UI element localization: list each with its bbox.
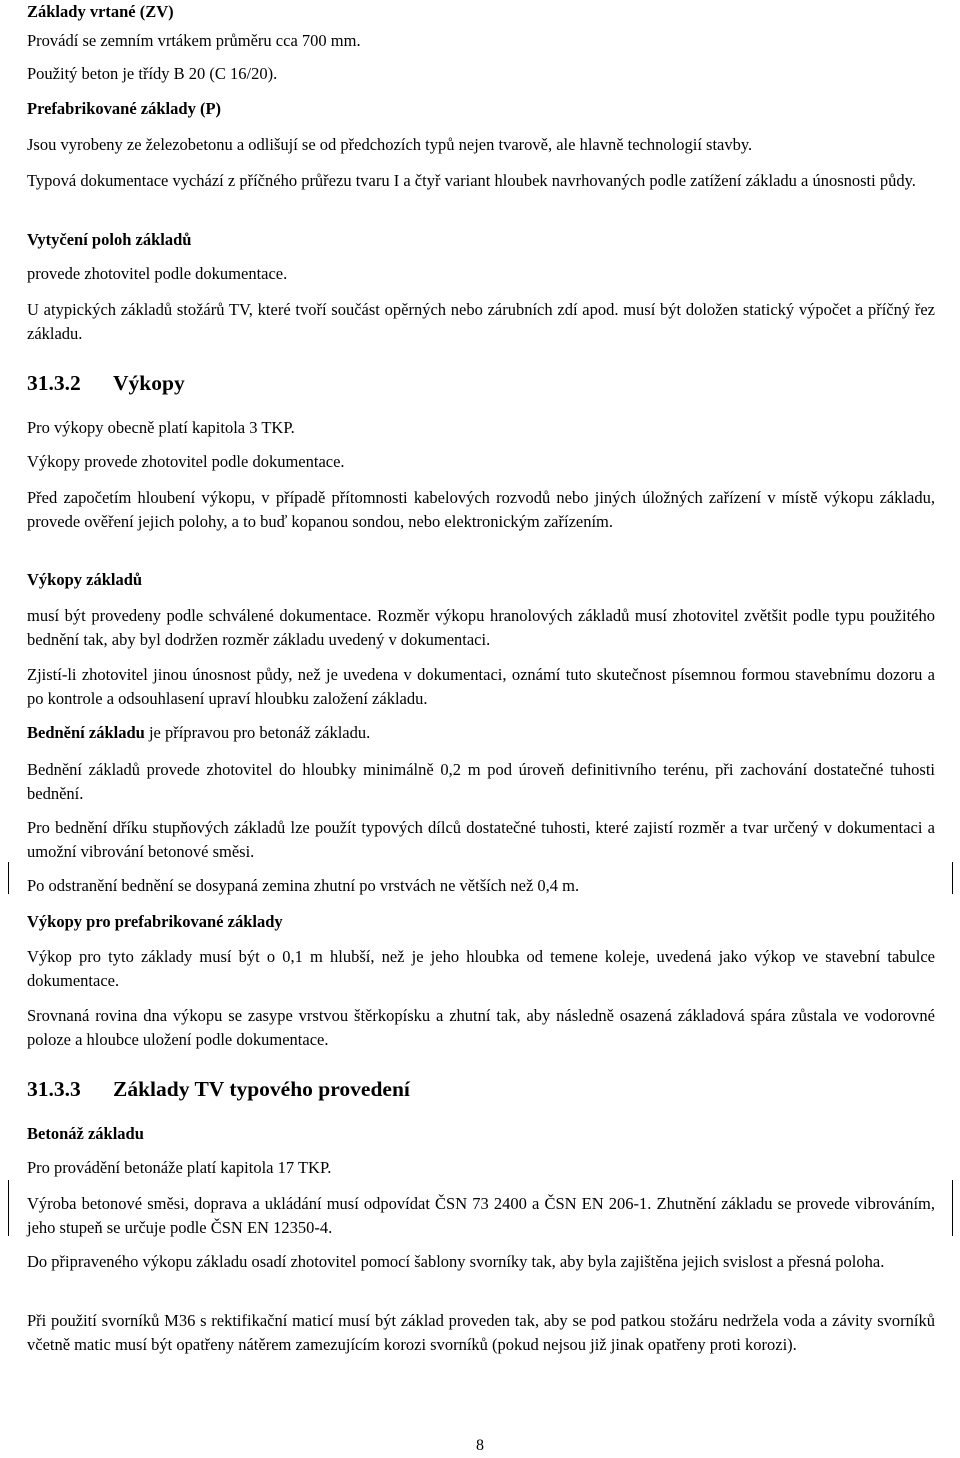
- paragraph: provede zhotovitel podle dokumentace.: [27, 264, 288, 283]
- paragraph: Pro bednění dříku stupňových základů lze použít typových dílců dostatečné tuhosti, které zajistí rozměr a tvar určený v dokumentaci a umožní vibrování betonové směsi.: [27, 818, 935, 861]
- revision-bar: [8, 1180, 9, 1236]
- section-title: Základy TV typového provedení: [113, 1077, 410, 1101]
- paragraph: Srovnaná rovina dna výkopu se zasype vrstvou štěrkopísku a zhutní tak, aby následně osazená základová spára zůstala ve vodorovné poloze a hloubce uložení podle dokumentace.: [27, 1006, 935, 1049]
- section-number: 31.3.2: [27, 371, 81, 395]
- revision-bar: [952, 1180, 953, 1236]
- paragraph: Typová dokumentace vychází z příčného průřezu tvaru I a čtyř variant hloubek navrhovaných podle zatížení základu a únosnosti půdy.: [27, 171, 916, 190]
- paragraph: Výkop pro tyto základy musí být o 0,1 m hlubší, než je jeho hloubka od temene koleje, uvedená jako výkop ve stavební tabulce dokumentace.: [27, 947, 935, 990]
- revision-bar: [952, 862, 953, 894]
- paragraph: Při použití svorníků M36 s rektifikační maticí musí být základ proveden tak, aby se pod patkou stožáru nedržela voda a závity svorníků včetně matic musí být opatřeny nátěrem zamezujícím korozi svorníků (pokud nejsou již jinak opatřeny proti korozi).: [27, 1311, 935, 1354]
- section-heading-zaklady-tv: [27, 1075, 935, 1103]
- bold-term: Bednění základu: [27, 723, 145, 742]
- paragraph-bedneni-zakladu: [27, 721, 935, 745]
- section-number: 31.3.3: [27, 1077, 81, 1101]
- section-heading-vykopy: [27, 369, 935, 397]
- subheading-vykopy-prefabrikovane: Výkopy pro prefabrikované základy: [27, 912, 283, 931]
- subheading-prefabrikovane-zaklady: Prefabrikované základy (P): [27, 99, 222, 118]
- revision-bar: [8, 862, 9, 894]
- paragraph: Provádí se zemním vrtákem průměru cca 700 mm.: [27, 31, 361, 50]
- paragraph: Pro výkopy obecně platí kapitola 3 TKP.: [27, 418, 295, 437]
- page-number: 8: [476, 1437, 484, 1454]
- paragraph: Jsou vyrobeny ze železobetonu a odlišují se od předchozích typů nejen tvarově, ale hlavně technologií stavby.: [27, 135, 753, 154]
- paragraph: Pro provádění betonáže platí kapitola 17 TKP.: [27, 1158, 332, 1177]
- section-title: Výkopy: [113, 371, 185, 395]
- paragraph: Před započetím hloubení výkopu, v případě přítomnosti kabelových rozvodů nebo jiných úložných zařízení v místě výkopu základu, provede ověření jejich polohy, a to buď kopanou sondou, nebo elektronickým zařízením.: [27, 488, 935, 531]
- paragraph: musí být provedeny podle schválené dokumentace. Rozměr výkopu hranolových základů musí zhotovitel zvětšit podle typu použitého bednění tak, aby byl dodržen rozměr základu uvedený v dokumentaci.: [27, 606, 935, 649]
- subheading-vytyceni-poloh: Vytyčení poloh základů: [27, 230, 192, 249]
- paragraph: Do připraveného výkopu základu osadí zhotovitel pomocí šablony svorníky tak, aby byla zajištěna jejich svislost a přesná poloha.: [27, 1252, 885, 1271]
- paragraph: Výkopy provede zhotovitel podle dokumentace.: [27, 452, 345, 471]
- subheading-zaklady-vrtane: Základy vrtané (ZV): [27, 2, 174, 21]
- paragraph: Zjistí-li zhotovitel jinou únosnost půdy, než je uvedena v dokumentaci, oznámí tuto skutečnost písemnou formou stavebnímu dozoru a po kontrole a odsouhlasení upraví hloubku založení základu.: [27, 665, 935, 708]
- paragraph-rest: je přípravou pro betonáž základu.: [144, 723, 371, 742]
- paragraph: Použitý beton je třídy B 20 (C 16/20).: [27, 64, 278, 83]
- paragraph: Po odstranění bednění se dosypaná zemina zhutní po vrstvách ne větších než 0,4 m.: [27, 876, 580, 895]
- paragraph: U atypických základů stožárů TV, které tvoří součást opěrných nebo zárubních zdí apod. musí být doložen statický výpočet a příčný řez základu.: [27, 300, 935, 343]
- subheading-vykopy-zakladu: Výkopy základů: [27, 570, 143, 589]
- paragraph: Výroba betonové směsi, doprava a ukládání musí odpovídat ČSN 73 2400 a ČSN EN 206-1. Zhutnění základu se provede vibrováním, jeho stupeň se určuje podle ČSN EN 12350-4.: [27, 1194, 935, 1237]
- subheading-betonaz-zakladu: Betonáž základu: [27, 1124, 144, 1143]
- paragraph: Bednění základů provede zhotovitel do hloubky minimálně 0,2 m pod úroveň definitivního terénu, při zachování dostatečné tuhosti bednění.: [27, 760, 935, 803]
